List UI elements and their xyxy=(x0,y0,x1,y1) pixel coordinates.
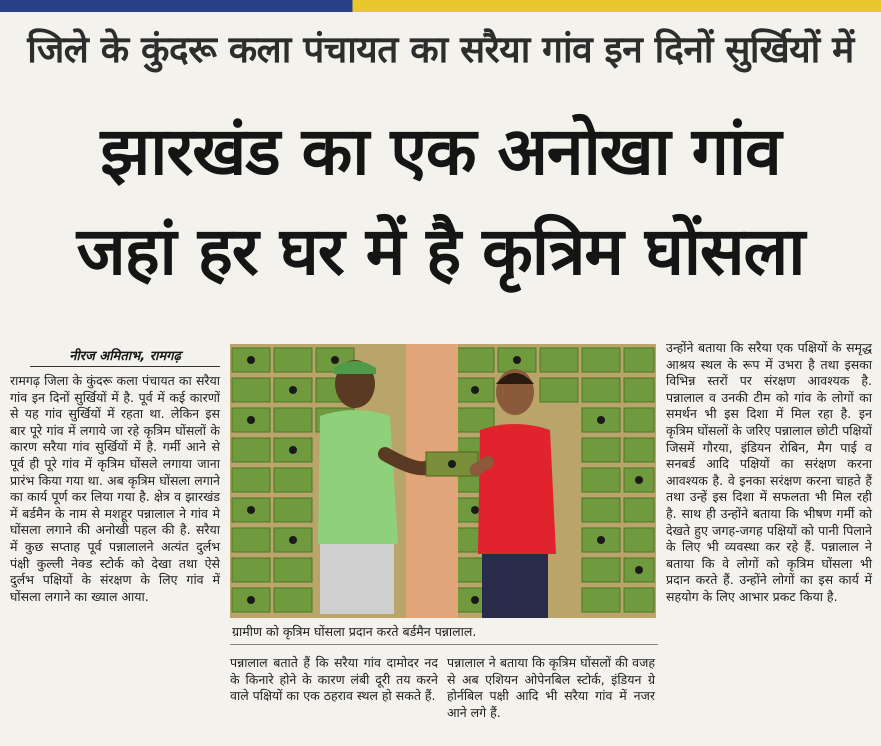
main-headline-line-1: झारखंड का एक अनोखा गांव xyxy=(100,113,781,190)
article-column-4: उन्होंने बताया कि सरैया एक पक्षियों के समृद्ध आश्रय स्थल के रूप में उभरा है तथा इसका विभिन्न स्तरों पर संरक्षण आवश्यक है. पन्नालाल व उनकी टीम को गांव के लोगों का समर्थन भी इस दिशा में मिल रहा है. इन कृत्रिम घोंसलों के जरिए पन्नालाल छोटी पक्षियों जिसमें गौरया, इंडियन रोबिन, मैग पाई व सनबर्ड आदि पक्षियों का सरंक्षण करना आवश्यक है. वे इनका सरंक्षण करना चाहते हैं तथा उन्हें इस दिशा में सफलता भी मिल रही है. साथ ही उन्होंने बताया कि भीषण गर्मी को देखते हुए जगह-जगह पक्षियों को पानी पिलाने के लिए भी व्यवस्था कर रहे हैं. पन्नालाल ने बताया कि वे लोगों को कृत्रिम घोंसला भी प्रदान करते हैं. उन्होंने लोगों का इस कार्य में सहयोग के लिए आभार प्रकट किया है. xyxy=(666,340,872,604)
article-column-3: पन्नालाल ने बताया कि कृत्रिम घोंसलों की वजह से अब एशियन ओपेनबिल स्टोर्क, इंडियन ग्रे होर्नबिल पक्षी आदि भी सरैया गांव में नजर आने लगे हैं. xyxy=(447,655,655,720)
article-column-2: पन्नालाल बताते हैं कि सरैया गांव दामोदर नद के किनारे होने के कारण लंबी दूरी तय करने वाले पक्षियों का एक ठहराव स्थल हो सकते हैं. xyxy=(230,655,438,704)
article-column-1: रामगढ़ जिला के कुंदरू कला पंचायत का सरैया गांव इन दिनों सुर्खियों में है. पूर्व में कई कारणों से यह गांव सुर्खियों में रहता था. लेकिन इस बार पूरे गांव में लगाये जा रहे कृत्रिम घोंसलों के कारण सरैया गांव सुर्खियों में है. गर्मी आने से पूर्व ही पूरे गांव में कृत्रिम घोंसले लगाया जाना प्रारंभ किया गया था. अब कृत्रिम घोंसला लगाने का कार्य पूर्ण कर लिया गया है. क्षेत्र व झारखंड में बर्डमैन के नाम से मशहूर पन्नालाल ने गांव मे घोंसला लगाने की अनोखी पहल की है. सरैया में कुछ सप्ताह पूर्व पन्नालालने अत्यंत दुर्लभ पंक्षी कुल्ली नेक्ड स्टोर्क को देखा तथा ऐसे दुर्लभ पक्षियों के संरक्षण के लिए गांव में घोंसला लगाने का ख्याल आया. xyxy=(10,373,220,604)
masthead-band xyxy=(0,0,881,12)
kicker-headline: जिले के कुंदरू कला पंचायत का सरैया गांव इन दिनों सुर्खियों में xyxy=(27,28,854,71)
photo-caption: ग्रामीण को कृत्रिम घोंसला प्रदान करते बर्डमैन पन्नालाल. xyxy=(230,623,658,645)
article-photo xyxy=(230,344,656,618)
main-headline-line-2: जहां हर घर में है कृत्रिम घोंसला xyxy=(76,213,805,290)
byline: नीरज अमिताभ, रामगढ़ xyxy=(30,346,220,367)
